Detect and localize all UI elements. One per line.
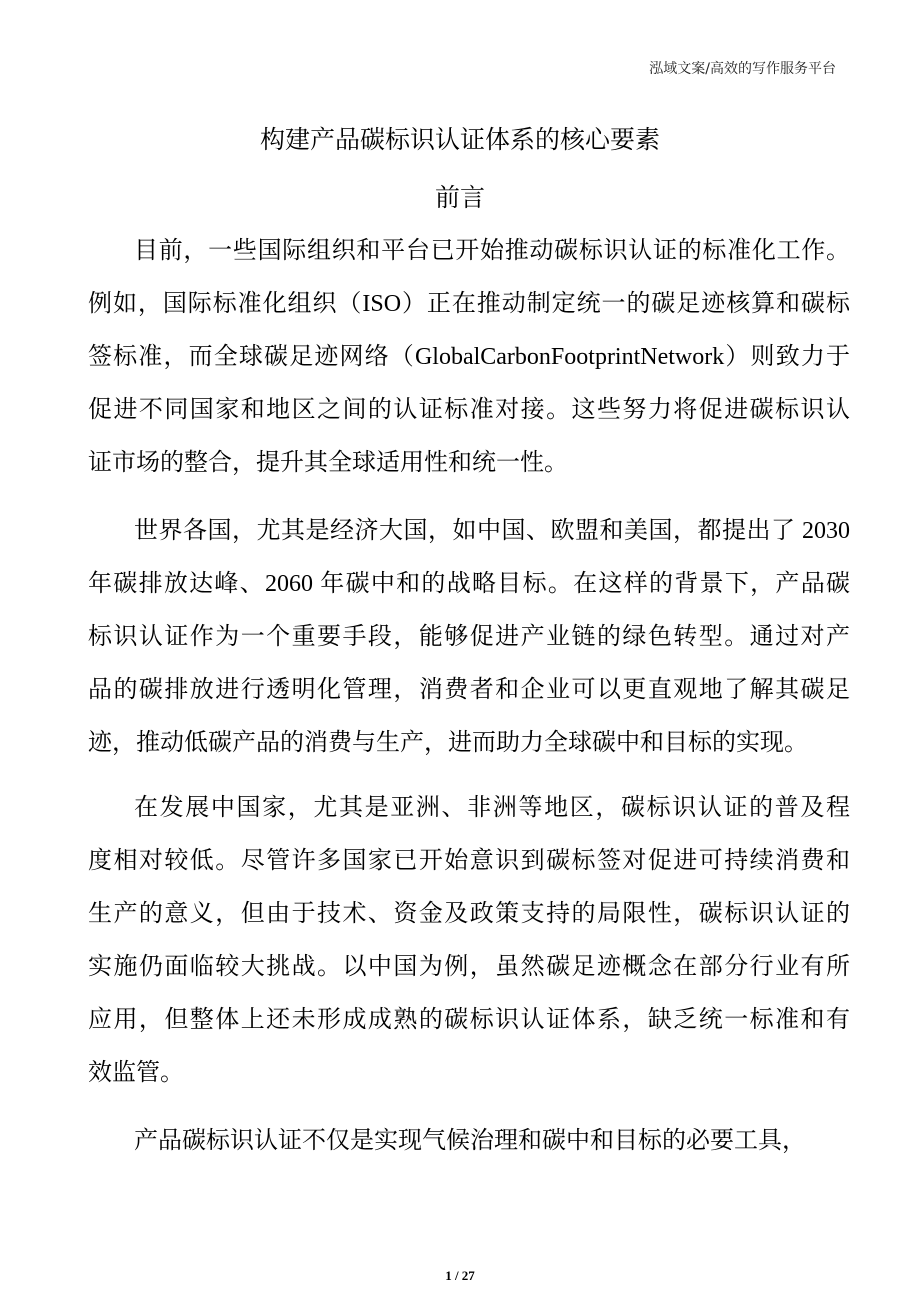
- paragraph-1: [88, 225, 850, 490]
- text-line: 效监管。: [88, 1060, 184, 1086]
- document-title: 构建产品碳标识认证体系的核心要素: [259, 125, 660, 154]
- text-line: 在发展中国家，尤其是亚洲、非洲等地区，碳标识认证的普及程: [134, 795, 850, 821]
- text-line: 迹，推动低碳产品的消费与生产，进而助力全球碳中和目标的实现。: [88, 730, 808, 756]
- text-line: 目前，一些国际组织和平台已开始推动碳标识认证的标准化工作。: [134, 238, 850, 264]
- text-line: 品的碳排放进行透明化管理，消费者和企业可以更直观地了解其碳足: [88, 677, 850, 703]
- text-line: 度相对较低。尽管许多国家已开始意识到碳标签对促进可持续消费和: [88, 848, 850, 874]
- text-line: 例如，国际标准化组织（ISO）正在推动制定统一的碳足迹核算和碳标: [88, 291, 850, 317]
- text-line: 实施仍面临较大挑战。以中国为例，虽然碳足迹概念在部分行业有所: [88, 954, 850, 980]
- text-line: 世界各国，尤其是经济大国，如中国、欧盟和美国，都提出了 2030: [134, 518, 850, 544]
- text-line: 生产的意义，但由于技术、资金及政策支持的局限性，碳标识认证的: [88, 901, 850, 927]
- page-header: 泓域文案/高效的写作服务平台: [649, 61, 836, 77]
- text-line: 促进不同国家和地区之间的认证标准对接。这些努力将促进碳标识认: [88, 397, 850, 423]
- text-line: 年碳排放达峰、2060 年碳中和的战略目标。在这样的背景下，产品碳: [88, 571, 850, 597]
- text-line: 标识认证作为一个重要手段，能够促进产业链的绿色转型。通过对产: [88, 624, 850, 650]
- page-number: 1 / 27: [445, 1268, 475, 1283]
- paragraph-2: [88, 505, 850, 770]
- paragraph-3: [88, 782, 850, 1100]
- section-heading: 前言: [434, 183, 485, 212]
- text-line: 产品碳标识认证不仅是实现气候治理和碳中和目标的必要工具，: [134, 1128, 806, 1154]
- text-line: 签标准，而全球碳足迹网络（GlobalCarbonFootprintNetwork）则致力于: [88, 344, 850, 370]
- text-line: 应用，但整体上还未形成成熟的碳标识认证体系，缺乏统一标准和有: [88, 1007, 850, 1033]
- paragraph-4: [88, 1115, 850, 1168]
- text-line: 证市场的整合，提升其全球适用性和统一性。: [88, 450, 568, 476]
